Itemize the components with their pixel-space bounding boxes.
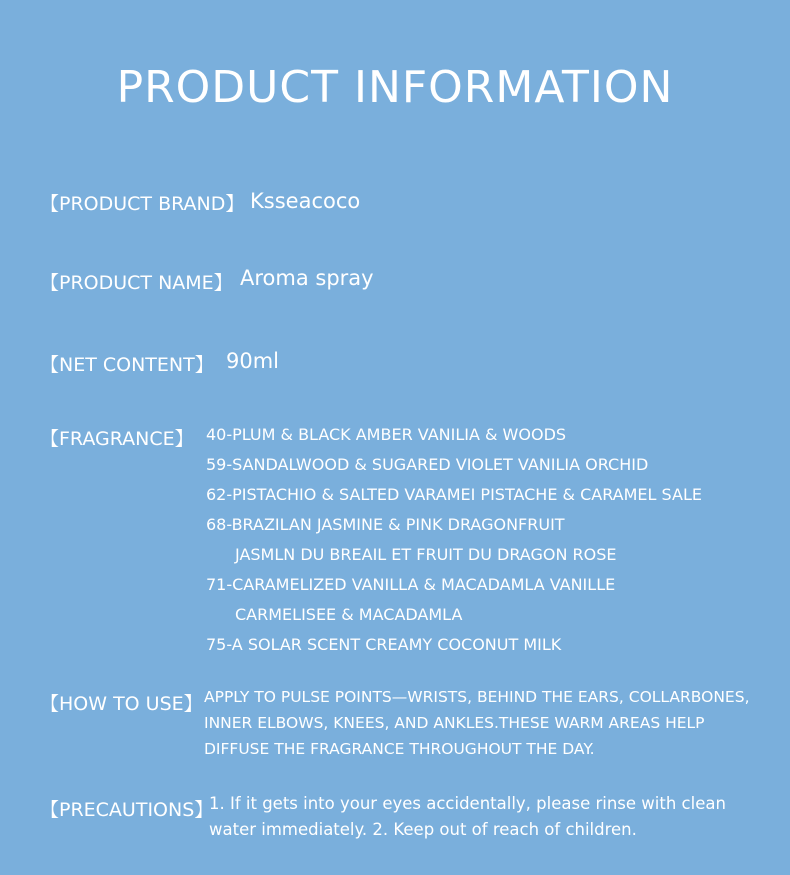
- net-content-label: 【NET CONTENT】: [40, 354, 214, 376]
- page-title: PRODUCT INFORMATION: [116, 62, 674, 113]
- how-to-use-text: [204, 684, 750, 762]
- net-content-value: 90ml: [226, 349, 280, 373]
- brand-label: 【PRODUCT BRAND】: [40, 193, 245, 215]
- brand-value: Ksseacoco: [250, 189, 361, 213]
- precautions-line: 1. If it gets into your eyes accidentally, please rinse with clean: [209, 794, 726, 813]
- precautions-line: water immediately. 2. Keep out of reach of children.: [209, 820, 637, 839]
- fragrance-line: 75-A SOLAR SCENT CREAMY COCONUT MILK: [206, 635, 562, 654]
- fragrance-label: 【FRAGRANCE】: [40, 428, 194, 450]
- fragrance-line: JASMLN DU BREAIL ET FRUIT DU DRAGON ROSE: [235, 545, 617, 564]
- fragrance-line: 40-PLUM & BLACK AMBER VANILIA & WOODS: [206, 425, 567, 444]
- product-name-value: Aroma spray: [240, 266, 374, 290]
- how-to-use-line: DIFFUSE THE FRAGRANCE THROUGHOUT THE DAY.: [204, 740, 595, 758]
- precautions-text: [209, 791, 726, 843]
- how-to-use-line: APPLY TO PULSE POINTS—WRISTS, BEHIND THE EARS, COLLARBONES,: [204, 688, 750, 706]
- fragrance-line: 59-SANDALWOOD & SUGARED VIOLET VANILIA ORCHID: [206, 455, 649, 474]
- fragrance-line: 71-CARAMELIZED VANILLA & MACADAMLA VANILLE: [206, 575, 616, 594]
- how-to-use-label: 【HOW TO USE】: [40, 693, 203, 715]
- fragrance-line: CARMELISEE & MACADAMLA: [235, 605, 463, 624]
- fragrance-line: 62-PISTACHIO & SALTED VARAMEI PISTACHE & CARAMEL SALE: [206, 485, 702, 504]
- how-to-use-line: INNER ELBOWS, KNEES, AND ANKLES.THESE WARM AREAS HELP: [204, 714, 705, 732]
- fragrance-list: [206, 420, 702, 660]
- product-name-label: 【PRODUCT NAME】: [40, 272, 233, 294]
- fragrance-line: 68-BRAZILAN JASMINE & PINK DRAGONFRUIT: [206, 515, 565, 534]
- precautions-label: 【PRECAUTIONS】: [40, 799, 214, 821]
